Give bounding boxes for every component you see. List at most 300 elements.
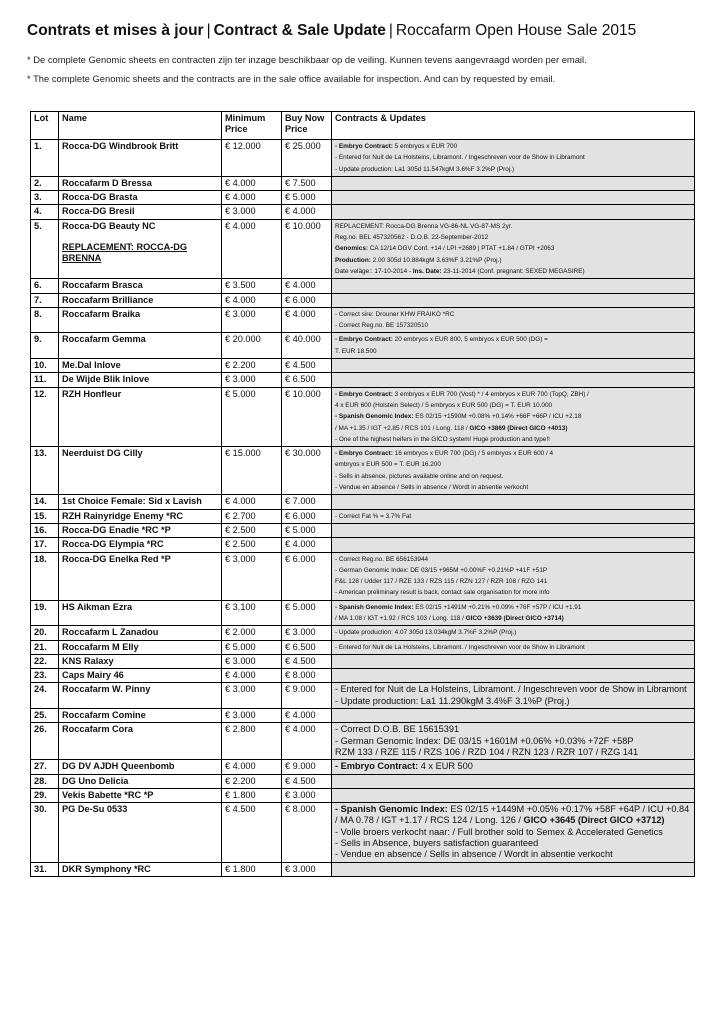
updates-cell [332,307,695,333]
buy-now-price-cell: € 10.000 [282,219,332,278]
update-text: ES 02/15 +1590M +0.08% +0.14% +66F +66P / ICU +2.18 [413,413,582,421]
table-row [31,552,695,600]
buy-now-price-cell: € 4.000 [282,279,332,293]
animal-name: Me.Dal Inlove [62,360,121,371]
buy-now-price-cell: € 5.000 [282,600,332,626]
update-line [335,221,691,232]
updates-cell [332,709,695,723]
update-line [335,232,691,243]
update-text: - Vendue en absence / Sells in absence / Wordt in absentie verkocht [335,849,613,860]
animal-name: DG Uno Delicia [62,775,129,786]
minimum-price-cell: € 12.000 [222,140,282,177]
animal-name: Roccafarm D Bressa [62,177,152,188]
lot-cell: 2. [31,176,59,190]
col-header-lot: Lot [31,112,59,140]
update-line [335,696,691,707]
animal-name: RZH Rainyridge Enemy *RC [62,510,183,521]
name-cell [59,293,222,307]
update-line [335,411,691,422]
note-dutch: * De complete Genomic sheets en contracten zijn ter inzage beschikbaar op de veiling. Kunnen tevens aangevraagd worden per email. [27,54,587,65]
buy-now-price-cell: € 4.000 [282,709,332,723]
buy-now-price-cell: € 8.000 [282,669,332,683]
update-line [335,471,691,482]
update-label: - Embryo Contract: [335,143,393,150]
buy-now-price-cell: € 6.500 [282,640,332,654]
update-text: - Sells in Absence, buyers satisfaction guaranteed [335,838,539,849]
update-text: - Correct Reg.no. BE 157320510 [335,322,429,330]
buy-now-price-cell: € 4.500 [282,359,332,373]
update-label: GICO +3869 (Direct GICO +4013) [469,424,568,432]
table-row [31,523,695,537]
name-cell [59,333,222,359]
update-text: - German Genomic Index: DE 03/15 +1601M +0.06% +0.03% +72F +58P [335,735,634,746]
table-row [31,683,695,709]
table-row [31,205,695,219]
table-row [31,654,695,668]
minimum-price-cell: € 4.000 [222,219,282,278]
update-label: - Embryo Contract: [335,450,393,458]
table-row [31,293,695,307]
update-line [335,141,691,152]
table-row [31,359,695,373]
animal-name: Rocca-DG Windbrook Britt [62,141,179,151]
name-cell [59,640,222,654]
name-cell [59,723,222,760]
updates-cell [332,552,695,600]
update-label: - Embryo Contract: [335,390,393,398]
updates-cell [332,495,695,509]
update-line [335,152,691,163]
name-cell [59,654,222,668]
update-line [335,642,691,653]
name-cell [59,523,222,537]
table-row [31,538,695,552]
updates-cell [332,600,695,626]
title-french: Contrats et mises à jour [27,22,204,39]
minimum-price-cell: € 3.000 [222,654,282,668]
update-line [335,255,691,266]
lot-cell: 28. [31,774,59,788]
update-line [335,761,691,772]
update-line [335,684,691,695]
update-label: Genomics: [335,245,369,253]
update-line [335,838,691,849]
update-label: - Embryo Contract: [335,761,419,772]
name-cell [59,626,222,640]
name-cell [59,538,222,552]
updates-cell [332,293,695,307]
animal-name: Rocca-DG Enelka Red *P [62,553,171,564]
update-text: - Correct sire: Drouner KHW FRAIKO *RC [335,310,455,318]
update-label: Ins. Date: [412,267,442,275]
update-label: GICO +3645 (Direct GICO +3712) [523,815,665,826]
col-header-buy-now-price: Buy Now Price [282,112,332,140]
name-cell [59,191,222,205]
update-line [335,423,691,434]
updates-cell [332,359,695,373]
table-row [31,279,695,293]
name-cell [59,219,222,278]
minimum-price-cell: € 4.000 [222,495,282,509]
lot-cell: 1. [31,140,59,177]
buy-now-price-cell: € 30.000 [282,447,332,495]
update-label: - Spanish Genomic Index: [335,603,414,611]
minimum-price-cell: € 3.000 [222,307,282,333]
lot-cell: 22. [31,654,59,668]
update-text: embryos x EUR 500 = T. EUR 16.200 [335,461,441,469]
animal-name: Roccafarm Comine [62,710,146,721]
animal-name: PG De-Su 0533 [62,804,128,815]
updates-cell [332,279,695,293]
minimum-price-cell: € 15.000 [222,447,282,495]
update-text: Reg.no. BEL 457320562 - D.O.B. 22-September-2012 [335,234,489,242]
name-cell [59,176,222,190]
update-line [335,389,691,400]
update-text: / MA +1.35 / IGT +2.85 / RCS 101 / Long. 118 / [335,424,470,432]
lot-cell: 6. [31,279,59,293]
update-line [335,400,691,411]
update-line [335,511,691,522]
update-text: - Entered for Nuit de La Holsteins, Libramont. / Ingeschreven voor de Show in Libramont [335,684,687,695]
buy-now-price-cell: € 4.000 [282,307,332,333]
update-line [335,565,691,576]
buy-now-price-cell: € 3.000 [282,862,332,876]
lot-cell: 5. [31,219,59,278]
title-separator: | [206,22,211,39]
update-text: - Correct Reg.no. BE 656153944 [335,555,429,563]
minimum-price-cell: € 4.000 [222,191,282,205]
name-cell [59,447,222,495]
lot-cell: 14. [31,495,59,509]
updates-cell [332,788,695,802]
name-cell [59,509,222,523]
lot-cell: 11. [31,373,59,387]
lot-cell: 7. [31,293,59,307]
update-text: - American preliminary result is back, contact sale organisation for more info [335,589,550,597]
update-text: - Vendue en absence / Sells in absence / Wordt in absentie verkocht [335,484,529,492]
table-row [31,774,695,788]
update-line [335,602,691,613]
table-row [31,373,695,387]
animal-name: Roccafarm Brasca [62,280,143,291]
update-text: F&L 128 / Udder 117 / RZE 133 / RZS 115 / RZN 127 / RZR 108 / RZG 141 [335,578,548,586]
update-text: - Correct D.O.B. BE 15615391 [335,724,460,735]
update-text: - Entered for Nuit de La Holsteins, Libramont. / Ingeschreven voor de Show in Libramont [335,643,585,651]
update-line [335,434,691,445]
update-text: - Entered for Nuit de La Holsteins, Libramont. / Ingeschreven voor de Show in Libramont [335,154,585,162]
table-row [31,600,695,626]
update-line [335,587,691,598]
minimum-price-cell: € 5.000 [222,387,282,446]
update-line [335,849,691,860]
table-row [31,803,695,862]
updates-cell [332,176,695,190]
update-text: 5 embryos x EUR 700 [392,143,458,150]
minimum-price-cell: € 2.000 [222,626,282,640]
col-header-min-price: Minimum Price [222,112,282,140]
buy-now-price-cell: € 6.500 [282,373,332,387]
minimum-price-cell: € 2.700 [222,509,282,523]
minimum-price-cell: € 4.000 [222,293,282,307]
buy-now-price-cell: € 4.500 [282,774,332,788]
update-line [335,747,691,758]
minimum-price-cell: € 3.000 [222,552,282,600]
lot-cell: 23. [31,669,59,683]
update-text: 23-11-2014 (Conf. pregnant: SEXED MEGASIRE) [441,267,585,275]
lot-cell: 17. [31,538,59,552]
table-row [31,333,695,359]
updates-cell [332,387,695,446]
buy-now-price-cell: € 4.000 [282,538,332,552]
lot-cell: 30. [31,803,59,862]
name-cell [59,862,222,876]
minimum-price-cell: € 4.000 [222,176,282,190]
updates-cell [332,219,695,278]
update-text: - Update production: La1 305d 11.547kgM 3.6%F 3.2%P (Proj.) [335,165,515,173]
title-english: Contract & Sale Update [213,22,386,39]
updates-cell [332,373,695,387]
update-line [335,309,691,320]
name-cell [59,359,222,373]
name-cell [59,495,222,509]
updates-cell [332,723,695,760]
updates-cell [332,447,695,495]
animal-name: Rocca-DG Beauty NC [62,220,156,231]
name-cell [59,803,222,862]
lot-cell: 20. [31,626,59,640]
animal-name: Roccafarm Brilliance [62,294,154,305]
buy-now-price-cell: € 40.000 [282,333,332,359]
table-row [31,723,695,760]
update-text: - Update production: 4.07 305d 13.034kgM 3.7%F 3.2%P (Proj.) [335,629,517,637]
table-row [31,760,695,774]
update-line [335,459,691,470]
update-line [335,724,691,735]
update-line [335,266,691,277]
minimum-price-cell: € 2.500 [222,523,282,537]
buy-now-price-cell: € 6.000 [282,293,332,307]
update-line [335,613,691,624]
updates-cell [332,654,695,668]
buy-now-price-cell: € 4.000 [282,723,332,760]
name-cell [59,205,222,219]
minimum-price-cell: € 2.500 [222,538,282,552]
title-separator: | [388,22,393,39]
name-cell [59,709,222,723]
animal-name: Roccafarm M Elly [62,641,139,652]
updates-cell [332,538,695,552]
animal-name: Roccafarm L Zanadou [62,627,159,638]
updates-cell [332,774,695,788]
buy-now-price-cell: € 6.000 [282,509,332,523]
title-event: Roccafarm Open House Sale 2015 [395,22,637,39]
update-text: - German Genomic Index: DE 03/15 +965M +0.00%F +0.21%P +41F +51P [335,566,548,574]
table-row [31,788,695,802]
lot-cell: 19. [31,600,59,626]
buy-now-price-cell: € 6.000 [282,552,332,600]
update-line [335,334,691,345]
lot-cell: 10. [31,359,59,373]
table-row [31,669,695,683]
lot-cell: 18. [31,552,59,600]
name-cell [59,683,222,709]
lot-cell: 13. [31,447,59,495]
table-row [31,862,695,876]
buy-now-price-cell: € 4.500 [282,654,332,668]
update-text: 20 embryos x EUR 800, 5 embryos x EUR 500 (DG) = [392,336,548,344]
update-line [335,243,691,254]
update-line [335,448,691,459]
note-english: * The complete Genomic sheets and the contracts are in the sale office available for inspection. And can by requested by email. [27,73,556,84]
update-line [335,736,691,747]
updates-cell [332,626,695,640]
name-cell [59,760,222,774]
updates-cell [332,862,695,876]
table-header-row [31,112,695,140]
col-header-updates: Contracts & Updates [332,112,695,140]
animal-name: Roccafarm Gemma [62,334,146,345]
minimum-price-cell: € 4.500 [222,803,282,862]
lot-cell: 4. [31,205,59,219]
col-header-name: Name [59,112,222,140]
table-row [31,709,695,723]
updates-cell [332,683,695,709]
update-line [335,627,691,638]
minimum-price-cell: € 2.200 [222,774,282,788]
updates-cell [332,191,695,205]
name-cell [59,669,222,683]
animal-name: RZH Honfleur [62,388,122,399]
update-label: - Spanish Genomic Index: [335,413,414,421]
animal-name: DKR Symphony *RC [62,863,151,874]
buy-now-price-cell: € 8.000 [282,803,332,862]
lot-cell: 12. [31,387,59,446]
table-row [31,640,695,654]
lot-cell: 15. [31,509,59,523]
minimum-price-cell: € 3.000 [222,205,282,219]
update-text: - Sells in absence, pictures available online and on request. [335,472,504,480]
lot-cell: 21. [31,640,59,654]
update-text: 16 embryos x EUR 700 (DG) / 5 embryos x EUR 600 / 4 [392,450,554,458]
table-row [31,176,695,190]
update-line [335,482,691,493]
buy-now-price-cell: € 5.000 [282,523,332,537]
minimum-price-cell: € 4.000 [222,760,282,774]
lot-cell: 26. [31,723,59,760]
animal-name: Neerduist DG Cilly [62,448,143,459]
buy-now-price-cell: € 9.000 [282,683,332,709]
table-row [31,495,695,509]
animal-name: De Wijde Blik Inlove [62,374,150,385]
animal-name: Roccafarm W. Pinny [62,684,151,695]
update-text: Date veläge:: 17-10-2014 - [335,267,413,275]
minimum-price-cell: € 3.000 [222,683,282,709]
updates-cell [332,205,695,219]
update-text: - One of the highest heifers in the GICO system! Huge production and type!! [335,435,550,443]
name-cell [59,140,222,177]
page-title [27,22,636,40]
buy-now-price-cell: € 4.000 [282,205,332,219]
update-text: 3 embryos x EUR 700 (Vost) * / 4 embryos x EUR 700 (TopQ, ZBH) / [392,390,589,398]
update-text: - Volle broers verkocht naar: / Full brother sold to Semex & Accelerated Genetics [335,826,663,837]
minimum-price-cell: € 4.000 [222,669,282,683]
minimum-price-cell: € 3.000 [222,709,282,723]
table-row [31,219,695,278]
lot-cell: 31. [31,862,59,876]
table-row [31,509,695,523]
update-line [335,827,691,838]
update-label: GICO +3639 (Direct GICO +3714) [465,614,564,622]
name-cell [59,279,222,293]
update-line [335,576,691,587]
buy-now-price-cell: € 7.000 [282,495,332,509]
name-cell [59,552,222,600]
update-text: 4 x EUR 500 [418,761,473,772]
lot-cell: 3. [31,191,59,205]
minimum-price-cell: € 3.500 [222,279,282,293]
contracts-table [30,111,695,877]
update-line [335,815,691,826]
lot-cell: 16. [31,523,59,537]
animal-name: Rocca-DG Bresil [62,206,135,217]
minimum-price-cell: € 20.000 [222,333,282,359]
update-text: - Correct Fat % = 3.7% Fat [335,512,412,520]
table-row [31,626,695,640]
buy-now-price-cell: € 10.000 [282,387,332,446]
minimum-price-cell: € 3.000 [222,373,282,387]
name-cell [59,774,222,788]
updates-cell [332,333,695,359]
buy-now-price-cell: € 7.500 [282,176,332,190]
minimum-price-cell: € 3.100 [222,600,282,626]
updates-cell [332,523,695,537]
lot-cell: 29. [31,788,59,802]
update-text: CA 12/14 DGV Conf. +14 / LPI +2689 | PTAT +1.84 / GTPI +2063 [368,245,555,253]
buy-now-price-cell: € 3.000 [282,788,332,802]
update-text: ES 02/15 +1491M +0.21% +0.09% +76F +57P / ICU +1.91 [413,603,582,611]
minimum-price-cell: € 2.800 [222,723,282,760]
animal-name: Rocca-DG Enadie *RC *P [62,524,171,535]
updates-cell [332,669,695,683]
minimum-price-cell: € 2.200 [222,359,282,373]
name-cell [59,600,222,626]
animal-name: KNS Ralaxy [62,655,114,666]
replacement-note: REPLACEMENT: ROCCA-DG BRENNA [62,242,188,264]
lot-cell: 25. [31,709,59,723]
updates-cell [332,509,695,523]
update-line [335,164,691,175]
buy-now-price-cell: € 3.000 [282,626,332,640]
update-label: - Embryo Contract: [335,336,393,344]
lot-cell: 24. [31,683,59,709]
update-label: Production: [335,256,371,264]
update-text: RZM 133 / RZE 115 / RZS 106 / RZD 104 / RZN 123 / RZR 107 / RZG 141 [335,746,639,757]
update-line [335,320,691,331]
updates-cell [332,140,695,177]
animal-name: HS Aikman Ezra [62,601,133,612]
animal-name: Roccafarm Braika [62,308,141,319]
update-line [335,804,691,815]
update-text: / MA 1.08 / IGT +1.92 / RCS 103 / Long. 118 / [335,614,466,622]
lot-cell: 9. [31,333,59,359]
buy-now-price-cell: € 5.000 [282,191,332,205]
name-cell [59,307,222,333]
lot-cell: 27. [31,760,59,774]
table-row [31,447,695,495]
animal-name: 1st Choice Female: Sid x Lavish [62,496,202,507]
table-row [31,387,695,446]
update-text: 4 x EUR 600 (Holstein Select) / 5 embryos x EUR 500 (DG) = T. EUR 10.000 [335,401,553,409]
